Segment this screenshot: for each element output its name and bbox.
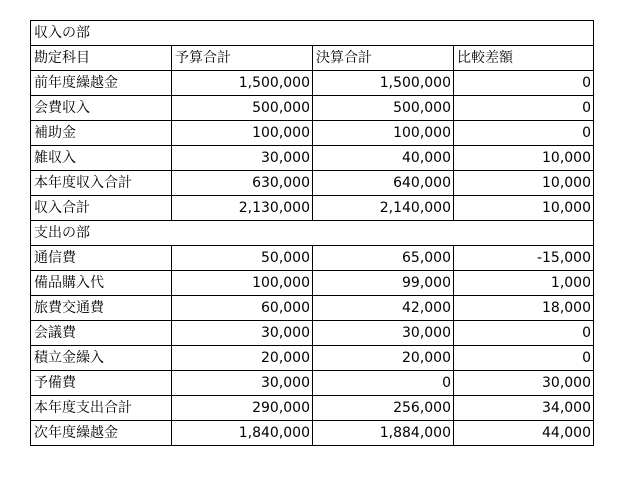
- budget-cell[interactable]: 30,000: [172, 321, 313, 346]
- account-cell[interactable]: 前年度繰越金: [31, 71, 172, 96]
- account-cell[interactable]: 会費収入: [31, 96, 172, 121]
- actual-cell[interactable]: 0: [313, 371, 454, 396]
- budget-cell[interactable]: 30,000: [172, 146, 313, 171]
- budget-cell[interactable]: 1,840,000: [172, 421, 313, 446]
- account-cell[interactable]: 予備費: [31, 371, 172, 396]
- difference-cell[interactable]: 0: [454, 71, 594, 96]
- budget-cell[interactable]: 30,000: [172, 371, 313, 396]
- header-budget[interactable]: 予算合計: [172, 46, 313, 71]
- budget-cell[interactable]: 630,000: [172, 171, 313, 196]
- difference-cell[interactable]: 0: [454, 96, 594, 121]
- actual-cell[interactable]: 640,000: [313, 171, 454, 196]
- account-cell[interactable]: 本年度支出合計: [31, 396, 172, 421]
- actual-cell[interactable]: 20,000: [313, 346, 454, 371]
- account-cell[interactable]: 雑収入: [31, 146, 172, 171]
- account-cell[interactable]: 備品購入代: [31, 271, 172, 296]
- account-cell[interactable]: 会議費: [31, 321, 172, 346]
- income-section-title[interactable]: 収入の部: [31, 21, 594, 46]
- table-row: [31, 196, 594, 221]
- difference-cell[interactable]: 1,000: [454, 271, 594, 296]
- budget-cell[interactable]: 100,000: [172, 271, 313, 296]
- budget-cell[interactable]: 50,000: [172, 246, 313, 271]
- header-row: [31, 46, 594, 71]
- table-row: [31, 346, 594, 371]
- budget-cell[interactable]: 60,000: [172, 296, 313, 321]
- difference-cell[interactable]: 44,000: [454, 421, 594, 446]
- difference-cell[interactable]: 34,000: [454, 396, 594, 421]
- account-cell[interactable]: 収入合計: [31, 196, 172, 221]
- expense-section-row: [31, 221, 594, 246]
- table-row: [31, 296, 594, 321]
- table-row: [31, 171, 594, 196]
- actual-cell[interactable]: 40,000: [313, 146, 454, 171]
- actual-cell[interactable]: 2,140,000: [313, 196, 454, 221]
- account-cell[interactable]: 本年度収入合計: [31, 171, 172, 196]
- difference-cell[interactable]: 10,000: [454, 171, 594, 196]
- table-row: [31, 96, 594, 121]
- account-cell[interactable]: 補助金: [31, 121, 172, 146]
- budget-report-sheet: [30, 20, 594, 446]
- difference-cell[interactable]: 10,000: [454, 196, 594, 221]
- actual-cell[interactable]: 256,000: [313, 396, 454, 421]
- header-difference[interactable]: 比較差額: [454, 46, 594, 71]
- table-row: [31, 396, 594, 421]
- budget-cell[interactable]: 20,000: [172, 346, 313, 371]
- budget-settlement-table: [30, 20, 594, 446]
- actual-cell[interactable]: 1,500,000: [313, 71, 454, 96]
- actual-cell[interactable]: 500,000: [313, 96, 454, 121]
- actual-cell[interactable]: 65,000: [313, 246, 454, 271]
- expense-section-title[interactable]: 支出の部: [31, 221, 594, 246]
- account-cell[interactable]: 通信費: [31, 246, 172, 271]
- income-section-row: [31, 21, 594, 46]
- difference-cell[interactable]: 0: [454, 321, 594, 346]
- account-cell[interactable]: 積立金繰入: [31, 346, 172, 371]
- header-account[interactable]: 勘定科目: [31, 46, 172, 71]
- table-row: [31, 246, 594, 271]
- table-row: [31, 321, 594, 346]
- actual-cell[interactable]: 100,000: [313, 121, 454, 146]
- actual-cell[interactable]: 30,000: [313, 321, 454, 346]
- budget-cell[interactable]: 1,500,000: [172, 71, 313, 96]
- table-row: [31, 71, 594, 96]
- actual-cell[interactable]: 99,000: [313, 271, 454, 296]
- actual-cell[interactable]: 1,884,000: [313, 421, 454, 446]
- difference-cell[interactable]: 10,000: [454, 146, 594, 171]
- budget-cell[interactable]: 2,130,000: [172, 196, 313, 221]
- table-row: [31, 271, 594, 296]
- actual-cell[interactable]: 42,000: [313, 296, 454, 321]
- table-row: [31, 421, 594, 446]
- budget-cell[interactable]: 290,000: [172, 396, 313, 421]
- budget-cell[interactable]: 500,000: [172, 96, 313, 121]
- account-cell[interactable]: 次年度繰越金: [31, 421, 172, 446]
- difference-cell[interactable]: 18,000: [454, 296, 594, 321]
- account-cell[interactable]: 旅費交通費: [31, 296, 172, 321]
- table-row: [31, 146, 594, 171]
- difference-cell[interactable]: 0: [454, 121, 594, 146]
- difference-cell[interactable]: -15,000: [454, 246, 594, 271]
- header-actual[interactable]: 決算合計: [313, 46, 454, 71]
- budget-cell[interactable]: 100,000: [172, 121, 313, 146]
- difference-cell[interactable]: 0: [454, 346, 594, 371]
- table-row: [31, 121, 594, 146]
- difference-cell[interactable]: 30,000: [454, 371, 594, 396]
- table-row: [31, 371, 594, 396]
